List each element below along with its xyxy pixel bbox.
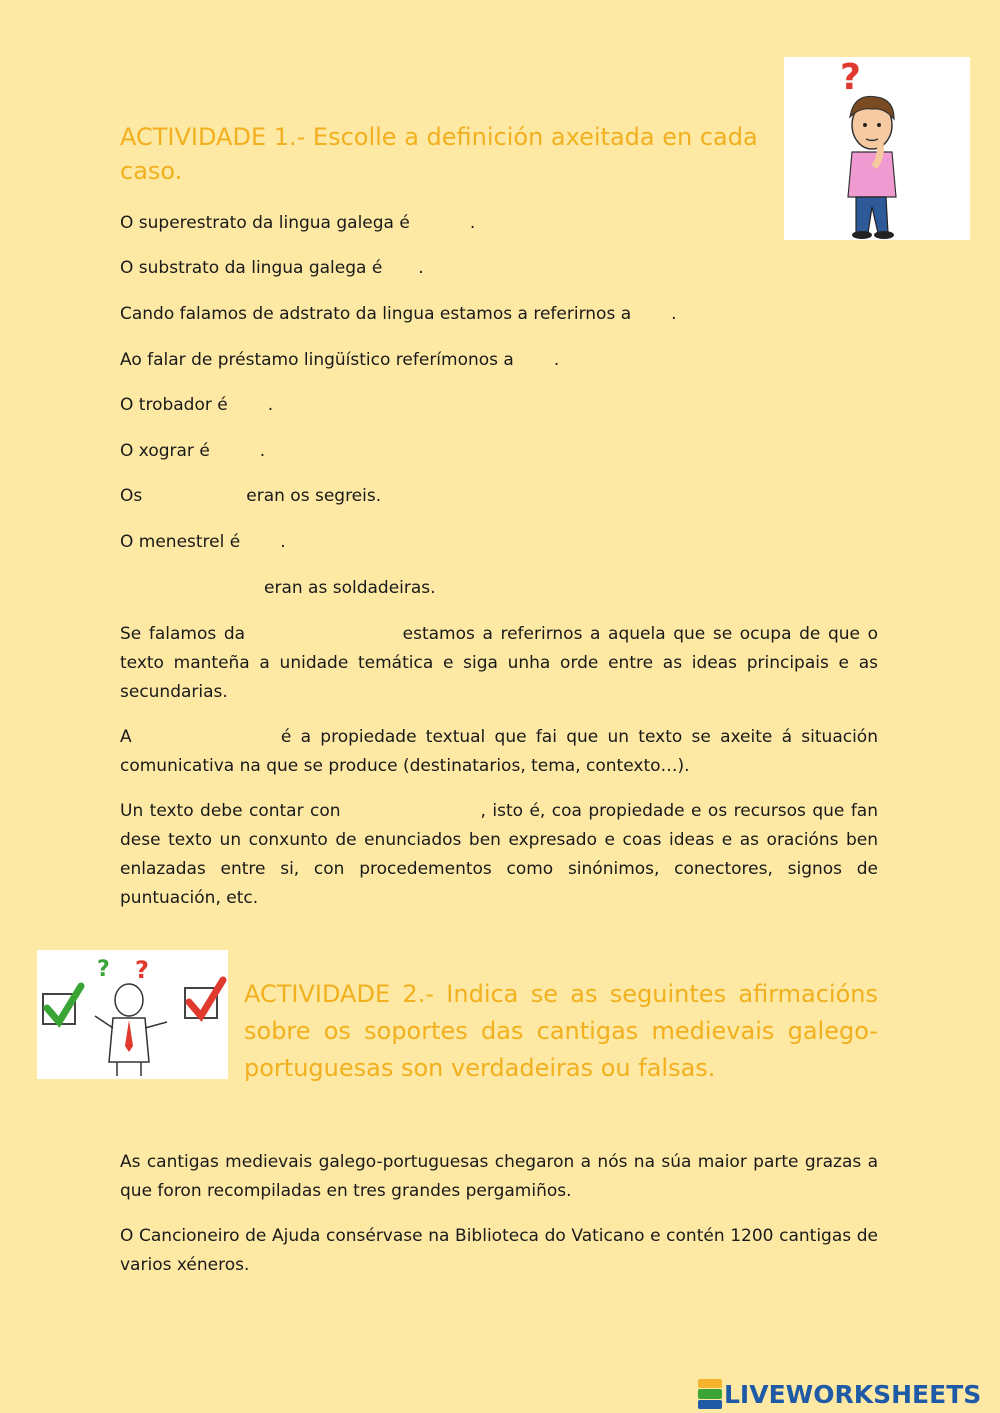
statement-superestrato bbox=[120, 209, 475, 238]
statement-text: O superestrato da lingua galega é bbox=[120, 213, 410, 233]
paragraph-cohesion bbox=[120, 797, 878, 913]
svg-text:?: ? bbox=[135, 956, 149, 984]
statement-text: O menestrel é bbox=[120, 532, 241, 552]
statement-end: eran as soldadeiras. bbox=[264, 578, 436, 598]
brand-name: LIVEWORKSHEETS bbox=[724, 1379, 982, 1409]
statement-end: . bbox=[259, 441, 266, 461]
paragraph-rest: é a propiedade textual que fai que un texto se axeite á situación comunicativa na que se produce (destinatarios, tema, contexto…). bbox=[120, 727, 878, 776]
paragraph-start: Se falamos da bbox=[120, 624, 246, 644]
svg-text:?: ? bbox=[97, 957, 110, 982]
statement-trobador bbox=[120, 391, 273, 420]
statement-text: Ao falar de préstamo lingüístico referímonos a bbox=[120, 350, 514, 370]
paragraph-rest: , isto é, coa propiedade e os recursos que fan dese texto un conxunto de enunciados ben expresado e coas ideas e as oracións ben enlazadas entre si, con procedementos como sinónimos, conectores, signos de puntuación, etc. bbox=[120, 801, 878, 908]
statement-substrato bbox=[120, 254, 424, 283]
activity1-title: ACTIVIDADE 1.- Escolle a definición axeitada en cada caso. bbox=[120, 123, 758, 185]
statement-end: . bbox=[553, 350, 560, 370]
statement-soldadeiras bbox=[120, 574, 436, 603]
activity2-title: ACTIVIDADE 2.- Indica se as seguintes afirmacións sobre os soportes das cantigas medievais galego-portuguesas son verdadeiras ou falsas. bbox=[244, 980, 878, 1082]
paragraph-rest: estamos a referirnos a aquela que se ocupa de que o texto manteña a unidade temática e siga unha orde entre as ideas principais e as secundarias. bbox=[120, 624, 878, 702]
paragraph-adecuacion bbox=[120, 723, 878, 781]
statement-adstrato bbox=[120, 300, 677, 329]
statement-text: O substrato da lingua galega é bbox=[120, 258, 383, 278]
statement-segreis bbox=[120, 482, 381, 511]
liveworksheets-logo-icon bbox=[698, 1379, 722, 1409]
statement-end: eran os segreis. bbox=[246, 486, 382, 506]
paragraph-start: A bbox=[120, 727, 132, 747]
statement-text: O xograr é bbox=[120, 441, 210, 461]
statement-text: Os bbox=[120, 486, 143, 506]
thinking-boy-illustration bbox=[784, 57, 970, 240]
statement-end: . bbox=[280, 532, 286, 552]
true-false-illustration bbox=[37, 950, 228, 1079]
statement-pergaminos: As cantigas medievais galego-portuguesas chegaron a nós na súa maior parte grazas a que foron recompiladas en tres grandes pergamiños. bbox=[120, 1152, 878, 1201]
svg-text:?: ? bbox=[840, 57, 861, 98]
statement-prestamo bbox=[120, 346, 559, 375]
statement-end: . bbox=[418, 258, 424, 278]
statement-end: . bbox=[671, 304, 677, 324]
statement-text: O trobador é bbox=[120, 395, 228, 415]
statement-end: . bbox=[469, 213, 476, 233]
paragraph-start: Un texto debe contar con bbox=[120, 801, 341, 821]
paragraph-coherencia bbox=[120, 620, 878, 707]
statement-end: . bbox=[267, 395, 274, 415]
statement-cancioneiro-ajuda: O Cancioneiro de Ajuda consérvase na Biblioteca do Vaticano e contén 1200 cantigas de varios xéneros. bbox=[120, 1226, 878, 1275]
checkmark-man-icon bbox=[37, 950, 228, 1079]
liveworksheets-logo bbox=[698, 1378, 998, 1410]
statement-xograr bbox=[120, 437, 265, 466]
thinking-boy-icon bbox=[784, 57, 970, 240]
statement-menestrel bbox=[120, 528, 286, 557]
statement-text: Cando falamos de adstrato da lingua estamos a referirnos a bbox=[120, 304, 632, 324]
